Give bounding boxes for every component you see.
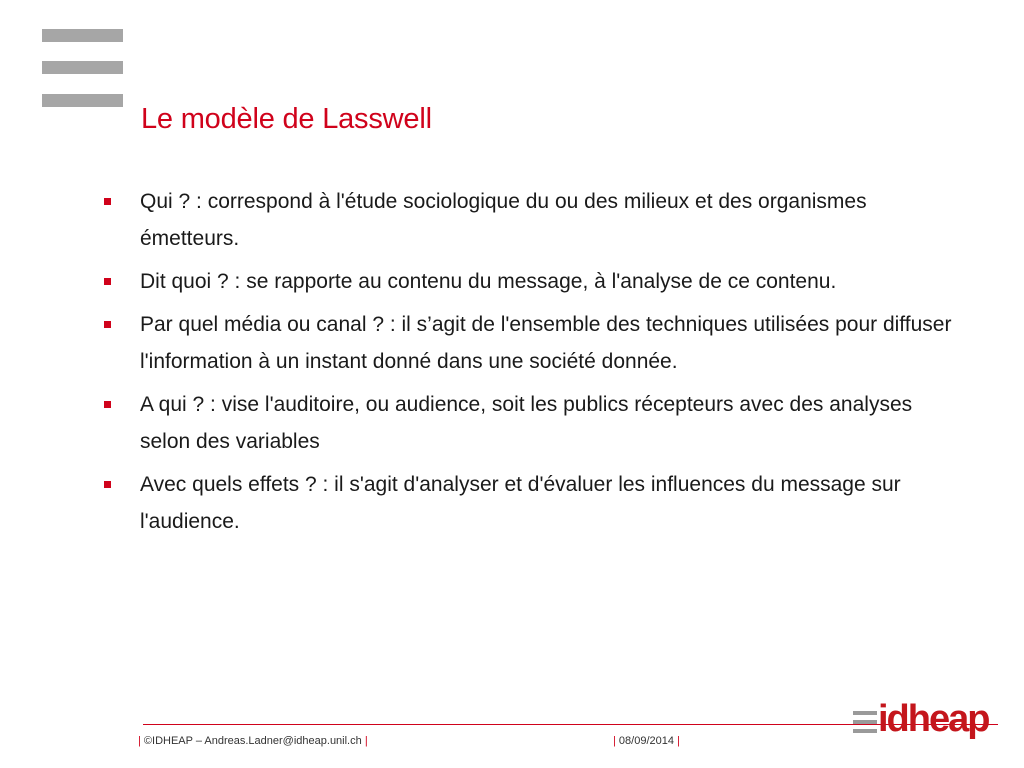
bullet-item xyxy=(104,263,954,300)
bullet-text: Dit quoi ? : se rapporte au contenu du message, à l'analyse de ce contenu. xyxy=(140,270,837,293)
slide-title: Le modèle de Lasswell xyxy=(141,103,432,136)
footer-separator: | xyxy=(138,735,141,747)
bullet-text: Par quel média ou canal ? : il s’agit de l'ensemble des techniques utilisées pour diffuser l'information à un instant donné dans une société donnée. xyxy=(140,313,952,373)
bullet-item xyxy=(104,306,954,380)
bullet-item xyxy=(104,183,954,257)
footer-separator: | xyxy=(677,735,680,747)
footer-separator: | xyxy=(364,735,368,747)
square-bullet-icon xyxy=(104,278,111,285)
footer-date xyxy=(613,734,680,748)
menu-bar xyxy=(42,29,123,42)
logo-wordmark: idheap xyxy=(878,698,989,740)
bullet-text: Avec quels effets ? : il s'agit d'analyser et d'évaluer les influences du message sur l'audience. xyxy=(140,473,901,533)
bullet-text: Qui ? : correspond à l'étude sociologique du ou des milieux et des organismes émetteurs. xyxy=(140,190,867,250)
footer-separator: | xyxy=(613,735,616,747)
idheap-logo xyxy=(853,698,989,744)
bullet-item xyxy=(104,466,954,540)
square-bullet-icon xyxy=(104,401,111,408)
footer-date-text: 08/09/2014 xyxy=(618,735,674,747)
bullet-text: A qui ? : vise l'auditoire, ou audience, soit les publics récepteurs avec des analyses selon des variables xyxy=(140,393,913,453)
menu-bar xyxy=(42,61,123,74)
square-bullet-icon xyxy=(104,198,111,205)
square-bullet-icon xyxy=(104,481,111,488)
logo-lines-icon xyxy=(853,711,877,733)
menu-bar xyxy=(42,94,123,107)
footer-copyright xyxy=(138,734,368,748)
bullet-list xyxy=(104,183,954,546)
menu-bars-icon xyxy=(42,29,123,107)
bullet-item xyxy=(104,386,954,460)
footer-copyright-text: ©IDHEAP – Andreas.Ladner@idheap.unil.ch xyxy=(143,735,362,747)
square-bullet-icon xyxy=(104,321,111,328)
